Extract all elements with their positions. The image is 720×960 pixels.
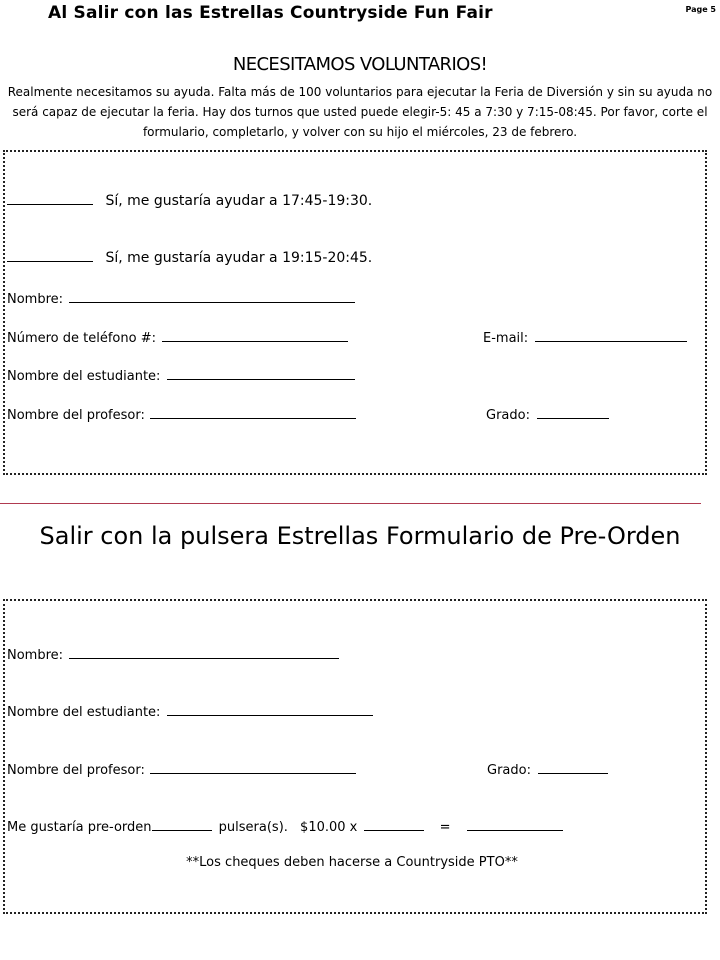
shift-1-label: Sí, me gustaría ayudar a 17:45-19:30. [105, 193, 373, 209]
po-order-row [7, 818, 563, 835]
cut-divider [0, 503, 701, 504]
po-estudiante-field[interactable] [167, 703, 373, 716]
po-profesor-row [7, 761, 356, 778]
grado-label: Grado: [486, 408, 530, 423]
profesor-field[interactable] [150, 406, 356, 419]
nombre-field[interactable] [69, 290, 355, 303]
po-nombre-label: Nombre: [7, 648, 64, 663]
telefono-label: Número de teléfono #: [7, 331, 156, 346]
order-unit: pulsera(s). [218, 820, 288, 835]
order-prefix: Me gustaría pre-orden [7, 820, 152, 835]
shift-1-blank[interactable] [7, 192, 93, 205]
estudiante-label: Nombre del estudiante: [7, 369, 161, 384]
volunteer-intro: Realmente necesitamos su ayuda. Falta más de 100 voluntarios para ejecutar la Feria de Diversión y sin su ayuda no será capaz de ejecutar la feria. Hay dos turnos que usted puede elegir-5: 45 a 7:30 y 7:15-08:45. Por favor, corte el formulario, completarlo, y volver con su hijo el miércoles, 23 de febrero. [7, 85, 713, 139]
order-quantity-field[interactable] [152, 818, 212, 831]
profesor-row [7, 406, 356, 423]
po-profesor-field[interactable] [150, 761, 356, 774]
nombre-row [7, 290, 355, 307]
volunteer-form-box [3, 150, 707, 475]
email-row [483, 329, 687, 346]
header-title: Al Salir con las Estrellas Countryside Fun Fair [48, 3, 493, 23]
po-estudiante-label: Nombre del estudiante: [7, 705, 161, 720]
email-label: E-mail: [483, 331, 529, 346]
estudiante-field[interactable] [167, 367, 355, 380]
po-profesor-label: Nombre del profesor: [7, 763, 145, 778]
checks-note: **Los cheques deben hacerse a Countryside PTO** [186, 855, 518, 870]
telefono-row [7, 329, 348, 346]
po-nombre-field[interactable] [69, 646, 339, 659]
page-number: Page 5 [685, 5, 716, 14]
shift-2-row [7, 249, 372, 266]
po-estudiante-row [7, 703, 373, 720]
email-field[interactable] [535, 329, 687, 342]
shift-2-blank[interactable] [7, 249, 93, 262]
shift-2-label: Sí, me gustaría ayudar a 19:15-20:45. [105, 250, 373, 266]
order-multiplier-field[interactable] [364, 818, 424, 831]
po-grado-label: Grado: [487, 763, 531, 778]
volunteer-heading: NECESITAMOS VOLUNTARIOS! [232, 54, 488, 75]
preorder-title: Salir con la pulsera Estrellas Formulario de Pre-Orden [39, 522, 681, 550]
grado-row [486, 406, 609, 423]
estudiante-row [7, 367, 355, 384]
shift-1-row [7, 192, 372, 209]
order-price: $10.00 x [300, 820, 358, 835]
grado-field[interactable] [537, 406, 609, 419]
telefono-field[interactable] [162, 329, 348, 342]
order-total-field[interactable] [467, 818, 563, 831]
profesor-label: Nombre del profesor: [7, 408, 145, 423]
po-grado-field[interactable] [538, 761, 608, 774]
nombre-label: Nombre: [7, 292, 64, 307]
order-equals: = [439, 820, 451, 835]
po-grado-row [487, 761, 608, 778]
po-nombre-row [7, 646, 339, 663]
